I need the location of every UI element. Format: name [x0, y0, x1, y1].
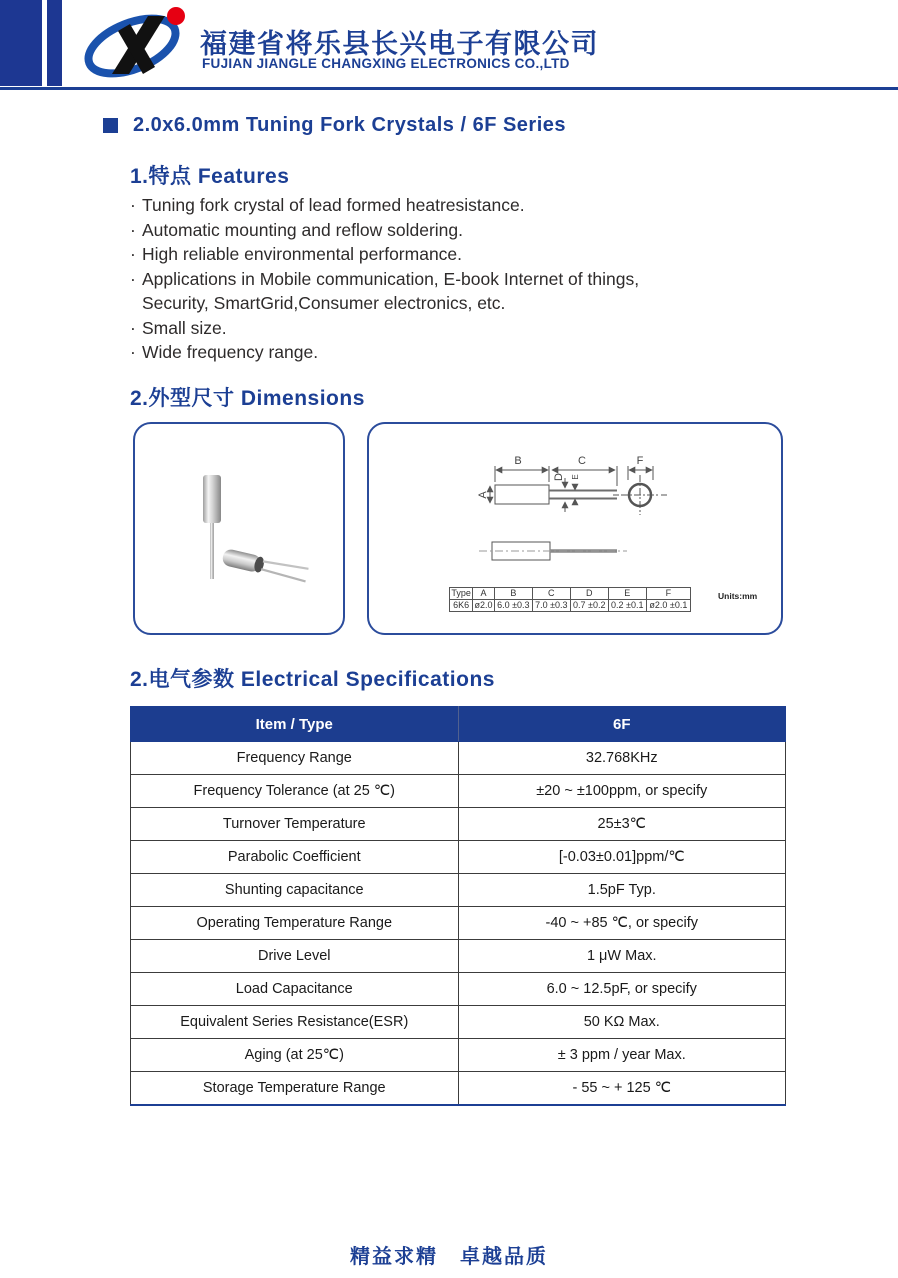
feature-item [130, 193, 790, 218]
table-row [131, 742, 786, 775]
feature-text: Wide frequency range. [142, 342, 319, 362]
dimensions-heading: 2.外型尺寸 Dimensions [130, 387, 365, 410]
spec-value: 50 KΩ Max. [458, 1006, 786, 1039]
features-list [130, 193, 790, 365]
dim-col-c: C [532, 588, 570, 600]
feature-text: Tuning fork crystal of lead formed heatresistance. [142, 195, 525, 215]
spec-item: Load Capacitance [131, 973, 459, 1006]
spec-item: Turnover Temperature [131, 808, 459, 841]
dim-value-a: ø2.0 [474, 600, 493, 610]
title-square-bullet-icon [103, 118, 118, 133]
dim-col-a: A [473, 588, 495, 600]
table-row [131, 1006, 786, 1039]
features-heading: 1.特点 Features [130, 165, 290, 188]
spec-col-item-type: Item / Type [131, 707, 459, 742]
spec-item: Drive Level [131, 940, 459, 973]
dim-table-header-row [450, 588, 691, 600]
dim-value-d: 0.7 ±0.2 [570, 600, 608, 612]
dim-value-b: 6.0 ±0.3 [494, 600, 532, 612]
feature-item [130, 218, 790, 243]
feature-item-continuation [130, 291, 790, 316]
left-edge-bar-secondary [47, 0, 62, 86]
spec-value: - 55 ~ + 125 ℃ [458, 1072, 786, 1105]
spec-item: Operating Temperature Range [131, 907, 459, 940]
dim-col-f: F [646, 588, 690, 600]
feature-text: Security, SmartGrid,Consumer electronics, etc. [142, 293, 506, 313]
bullet-dot-icon: · [130, 342, 136, 362]
electrical-spec-table [130, 706, 786, 1106]
dim-value-type: 6K6 [450, 600, 473, 612]
spec-col-6f: 6F [458, 707, 786, 742]
left-edge-bar-primary [0, 0, 42, 86]
dim-label-e: E [571, 474, 580, 480]
dimension-drawing-box [367, 422, 783, 635]
dim-label-d: D [553, 473, 565, 481]
spec-item: Aging (at 25℃) [131, 1039, 459, 1072]
spec-item: Equivalent Series Resistance(ESR) [131, 1006, 459, 1039]
bullet-dot-icon: · [130, 268, 136, 289]
dim-value-e: 0.2 ±0.1 [608, 600, 646, 612]
bullet-dot-icon: · [130, 219, 136, 240]
company-logo-icon [82, 4, 194, 84]
spec-item: Parabolic Coefficient [131, 841, 459, 874]
dim-table-value-row [450, 600, 691, 612]
crystal-lying [221, 548, 309, 584]
spec-value: [-0.03±0.01]ppm/℃ [458, 841, 786, 874]
spec-value: ±20 ~ ±100ppm, or specify [458, 775, 786, 808]
electrical-heading: 2.电气参数 Electrical Specifications [130, 668, 495, 691]
spec-header-row [131, 707, 786, 742]
dim-label-c: C [578, 455, 586, 467]
table-row [131, 874, 786, 907]
feature-item [130, 316, 790, 341]
spec-value: 25±3℃ [458, 808, 786, 841]
dim-col-type: Type [451, 588, 471, 598]
dim-col-e: E [608, 588, 646, 600]
dim-value-f: ø2.0 ±0.1 [646, 600, 690, 612]
spec-value: 1 μW Max. [458, 940, 786, 973]
page-title: 2.0x6.0mm Tuning Fork Crystals / 6F Series [133, 114, 567, 136]
spec-item: Shunting capacitance [131, 874, 459, 907]
spec-value: 1.5pF Typ. [458, 874, 786, 907]
table-row [131, 841, 786, 874]
page-title-row [103, 114, 566, 137]
company-name-en: FUJIAN JIANGLE CHANGXING ELECTRONICS CO.,LTD [202, 56, 570, 71]
spec-item: Frequency Range [131, 742, 459, 775]
spec-value: 32.768KHz [458, 742, 786, 775]
spec-value: ± 3 ppm / year Max. [458, 1039, 786, 1072]
table-row [131, 940, 786, 973]
feature-item [130, 242, 790, 267]
dim-label-b: B [514, 455, 522, 467]
dimension-values-table [449, 587, 691, 612]
dim-label-a: A [477, 491, 489, 499]
dim-label-f: F [636, 455, 644, 467]
header-divider [0, 87, 898, 90]
bullet-dot-icon: · [130, 317, 136, 338]
bullet-dot-icon: · [130, 195, 136, 215]
feature-text: Automatic mounting and reflow soldering. [142, 219, 464, 240]
company-name-cn: 福建省将乐县长兴电子有限公司 [200, 29, 599, 59]
crystal-product-photo [135, 424, 343, 633]
dim-col-d: D [570, 588, 608, 600]
dim-value-c: 7.0 ±0.3 [532, 600, 570, 612]
spec-item: Frequency Tolerance (at 25 ℃) [131, 775, 459, 808]
feature-item [130, 267, 790, 292]
units-label: Units:mm [718, 591, 758, 601]
spec-value: 6.0 ~ 12.5pF, or specify [458, 973, 786, 1006]
table-row [131, 1039, 786, 1072]
spec-value: -40 ~ +85 ℃, or specify [458, 907, 786, 940]
feature-text: High reliable environmental performance. [142, 244, 463, 264]
bullet-dot-icon: · [130, 244, 136, 264]
feature-text: Small size. [142, 317, 227, 338]
dim-col-b: B [494, 588, 532, 600]
product-photo-box [133, 422, 345, 635]
table-row [131, 775, 786, 808]
feature-item [130, 340, 790, 365]
spec-item: Storage Temperature Range [131, 1072, 459, 1105]
logo-red-dot [167, 7, 185, 25]
table-row [131, 973, 786, 1006]
feature-text: Applications in Mobile communication, E-book Internet of things, [142, 268, 640, 289]
footer-slogan: 精益求精 卓越品质 [350, 1246, 548, 1268]
crystal-standing [203, 475, 221, 579]
table-row [131, 808, 786, 841]
table-row [131, 907, 786, 940]
table-row [131, 1072, 786, 1105]
